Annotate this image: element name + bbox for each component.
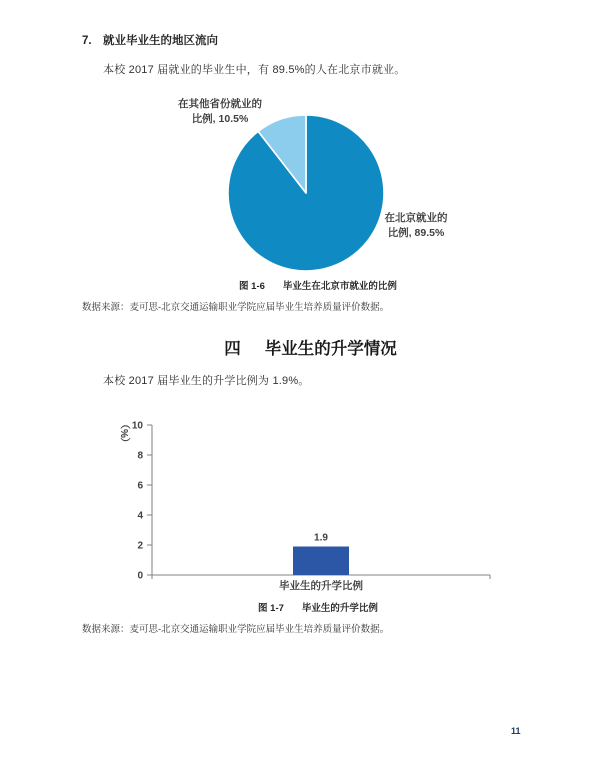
pie-chart bbox=[226, 113, 386, 273]
paragraph-employment-region: 本校 2017 届就业的毕业生中，有 89.5%的人在北京市就业。 bbox=[103, 64, 406, 76]
section-7-title: 就业毕业生的地区流向 bbox=[103, 35, 218, 47]
figure-1-7-title: 毕业生的升学比例 bbox=[301, 603, 378, 614]
pie-label-beijing-line1: 在北京就业的 bbox=[384, 212, 448, 224]
bar-chart-svg bbox=[110, 415, 500, 585]
data-source-line-1: 数据来源：麦可思-北京交通运输职业学院应届毕业生培养质量评价数据。 bbox=[82, 302, 390, 313]
bar-chart-category-label: 毕业生的升学比例 bbox=[279, 580, 363, 592]
pie-label-other-line1: 在其他省份就业的 bbox=[178, 98, 262, 110]
pie-label-other-provinces bbox=[158, 97, 282, 127]
pie-label-beijing bbox=[366, 211, 466, 241]
pie-label-beijing-line2: 比例, 89.5% bbox=[387, 227, 445, 239]
page-number: 11 bbox=[511, 726, 521, 736]
section-7-heading bbox=[82, 32, 218, 48]
section-4-heading bbox=[20, 335, 601, 359]
figure-1-6-title: 毕业生在北京市就业的比例 bbox=[282, 281, 397, 292]
figure-1-7-label: 图 1-7 bbox=[258, 603, 284, 614]
y-tick-label: 2 bbox=[137, 540, 143, 552]
bar-chart-y-axis-title: （%） bbox=[118, 419, 129, 448]
bar-chart bbox=[110, 415, 500, 585]
paragraph-further-study: 本校 2017 届毕业生的升学比例为 1.9%。 bbox=[103, 375, 310, 387]
section-4-title: 毕业生的升学情况 bbox=[264, 340, 397, 358]
pie-label-other-line2: 比例, 10.5% bbox=[191, 113, 249, 125]
section-4-number: 四 bbox=[224, 340, 241, 358]
y-tick-label: 10 bbox=[131, 420, 143, 432]
data-source-line-2: 数据来源：麦可思-北京交通运输职业学院应届毕业生培养质量评价数据。 bbox=[82, 624, 390, 635]
section-7-number: 7. bbox=[82, 35, 92, 47]
bar-0 bbox=[293, 547, 349, 576]
figure-1-6-caption bbox=[35, 278, 601, 292]
bar-value-label: 1.9 bbox=[314, 532, 328, 544]
y-tick-label: 0 bbox=[137, 570, 143, 582]
y-tick-label: 4 bbox=[137, 510, 143, 522]
pie-chart-svg bbox=[226, 113, 386, 273]
figure-1-6-label: 图 1-6 bbox=[239, 281, 265, 292]
figure-1-7-caption bbox=[35, 600, 601, 614]
y-tick-label: 6 bbox=[137, 480, 143, 492]
y-tick-label: 8 bbox=[137, 450, 143, 462]
